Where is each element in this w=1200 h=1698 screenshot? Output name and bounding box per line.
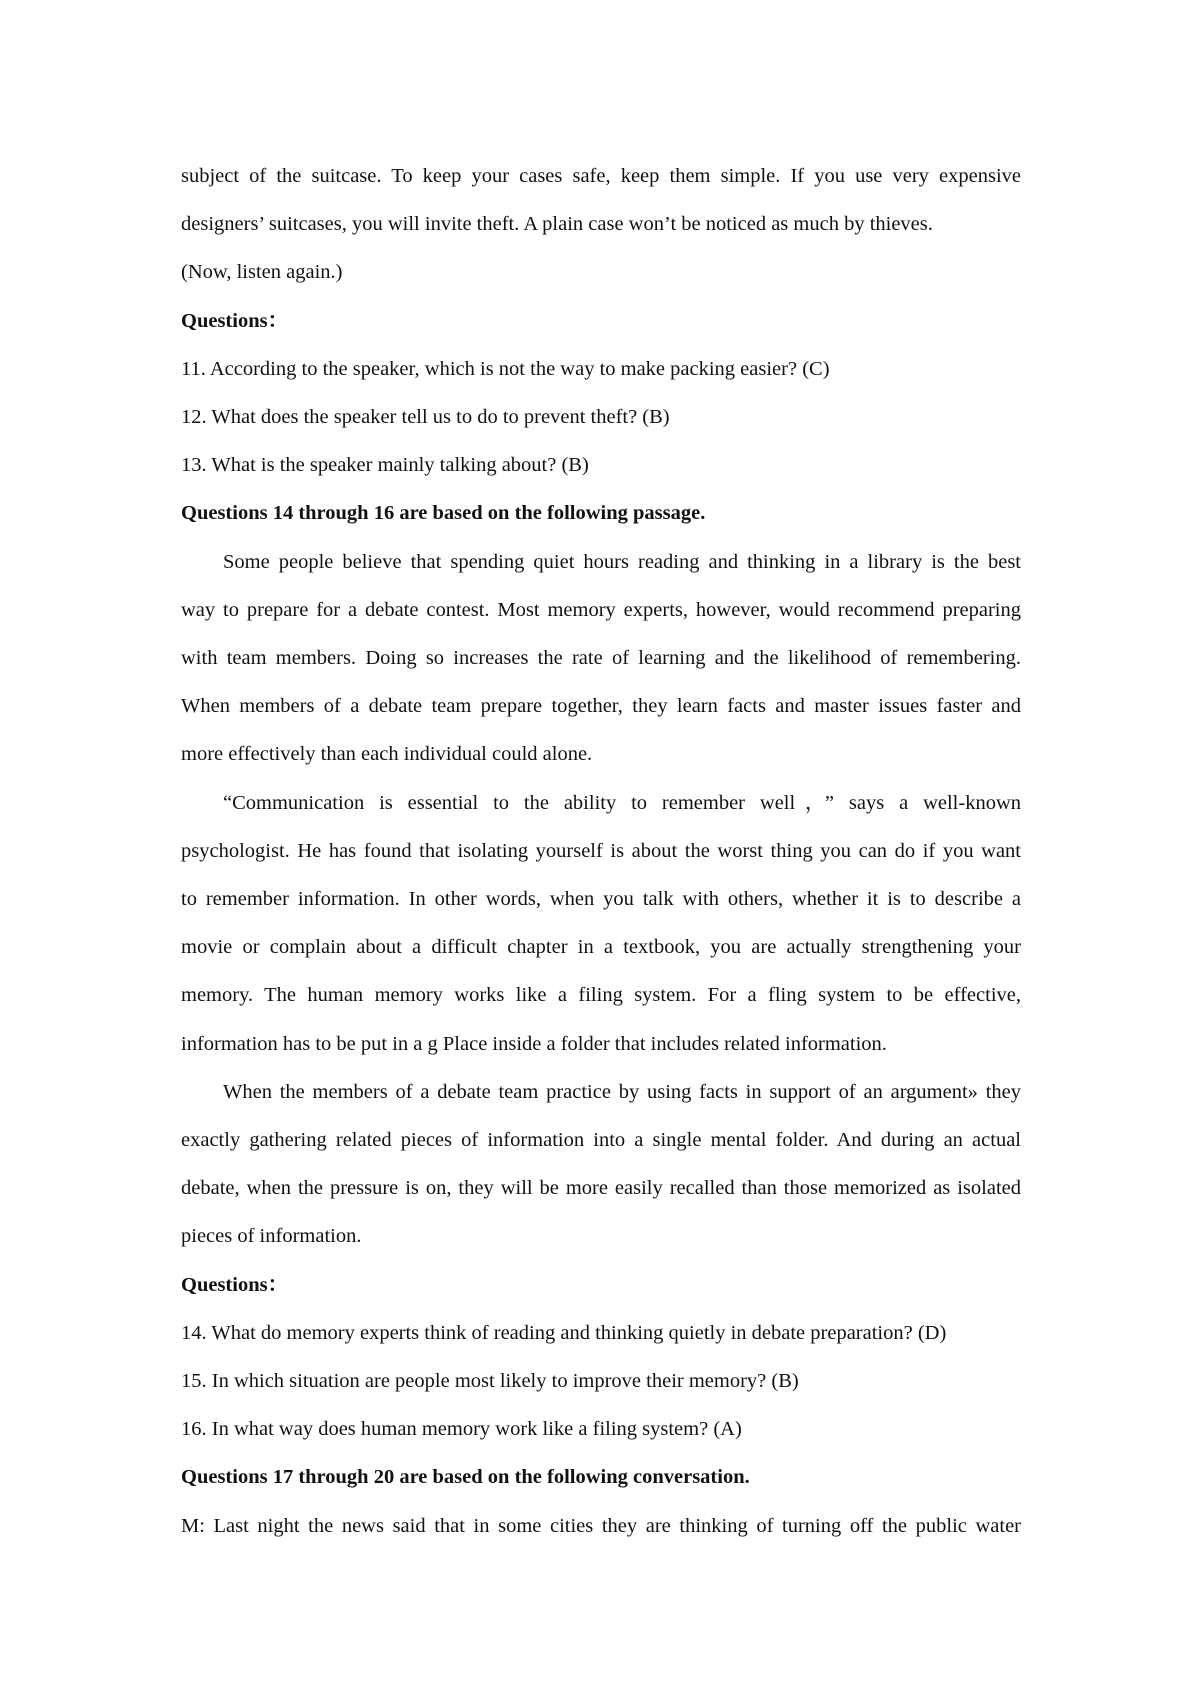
question-14: 14. What do memory experts think of reading and thinking quietly in debate preparation? (D)	[181, 1321, 947, 1344]
passage-b-para2-line-2: psychologist. He has found that isolating yourself is about the worst thing you can do if you want	[181, 839, 1021, 862]
question-11: 11. According to the speaker, which is not the way to make packing easier? (C)	[181, 357, 830, 380]
passage-b-para2-line-1: “Communication is essential to the ability to remember well，” says a well-known	[223, 791, 1021, 814]
passage-a-line-2: designers’ suitcases, you will invite theft. A plain case won’t be noticed as much by thieves.	[181, 213, 933, 236]
question-16: 16. In what way does human memory work like a filing system? (A)	[181, 1418, 742, 1441]
passage-b-para3-line-4: pieces of information.	[181, 1225, 362, 1248]
passage-b-para1-line-3: with team members. Doing so increases the rate of learning and the likelihood of remembering.	[181, 647, 1021, 670]
passage-b-para3-line-3: debate, when the pressure is on, they will be more easily recalled than those memorized as isolated	[181, 1177, 1021, 1200]
passage-b-para3-line-1: When the members of a debate team practice by using facts in support of an argument» they	[223, 1080, 1021, 1103]
passage-a-line-1: subject of the suitcase. To keep your cases safe, keep them simple. If you use very expensive	[181, 165, 1021, 187]
passage-b-para1-line-1: Some people believe that spending quiet hours reading and thinking in a library is the best	[223, 550, 1021, 573]
passage-b-para2-line-6: information has to be put in a g Place inside a folder that includes related information.	[181, 1032, 887, 1055]
questions-heading-a: Questions：	[181, 309, 289, 332]
conversation-heading: Questions 17 through 20 are based on the following conversation.	[181, 1466, 750, 1489]
passage-b-heading: Questions 14 through 16 are based on the following passage.	[181, 502, 706, 525]
question-13: 13. What is the speaker mainly talking about? (B)	[181, 454, 589, 477]
passage-b-para2-line-4: movie or complain about a difficult chapter in a textbook, you are actually strengthening your	[181, 936, 1021, 959]
passage-b-para1-line-4: When members of a debate team prepare together, they learn facts and master issues faster and	[181, 695, 1021, 718]
passage-b-para1-line-2: way to prepare for a debate contest. Most memory experts, however, would recommend preparing	[181, 598, 1021, 621]
passage-b-para1-line-5: more effectively than each individual could alone.	[181, 743, 593, 766]
questions-heading-b: Questions：	[181, 1273, 289, 1296]
passage-b-para3-line-2: exactly gathering related pieces of information into a single mental folder. And during an actual	[181, 1129, 1021, 1152]
conversation-line-1: M: Last night the news said that in some cities they are thinking of turning off the public water	[181, 1514, 1021, 1537]
passage-b-para2-line-5: memory. The human memory works like a filing system. For a fling system to be effective,	[181, 984, 1021, 1007]
listen-again-note: (Now, listen again.)	[181, 261, 343, 284]
passage-b-para2-line-3: to remember information. In other words, when you talk with others, whether it is to describe a	[181, 888, 1021, 911]
question-12: 12. What does the speaker tell us to do to prevent theft? (B)	[181, 406, 670, 429]
question-15: 15. In which situation are people most likely to improve their memory? (B)	[181, 1370, 799, 1393]
document-page	[181, 152, 1021, 1550]
